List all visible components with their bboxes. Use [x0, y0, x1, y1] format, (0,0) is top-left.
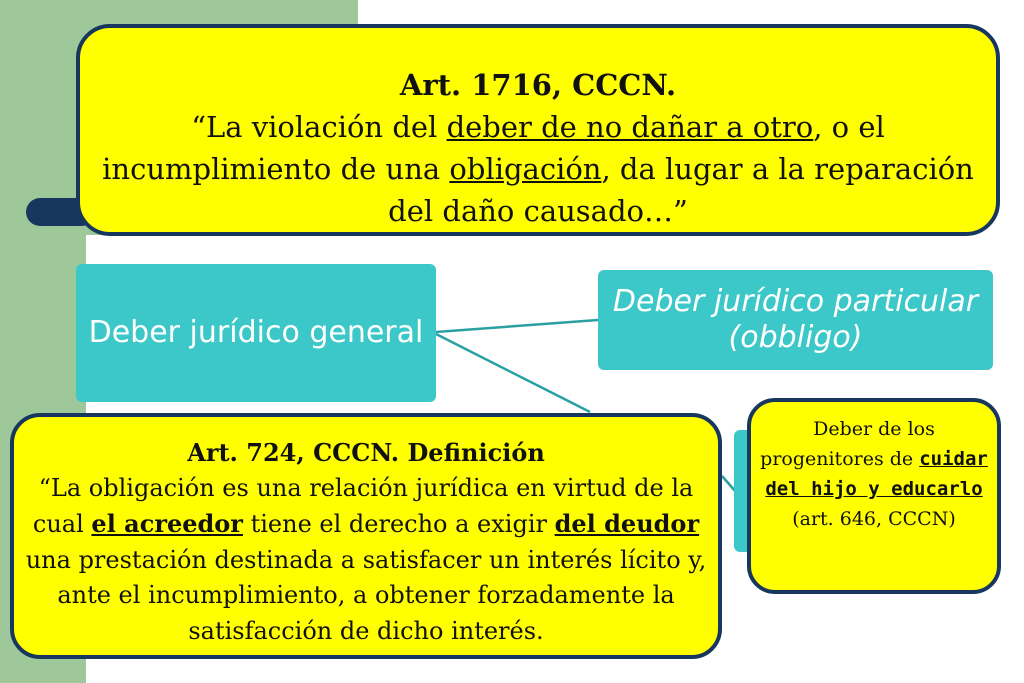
callout-art-1716-text-1: “La violación del — [191, 110, 447, 144]
box-deber-general — [76, 264, 436, 402]
callout-art-724-title: Art. 724, CCCN. Definición — [187, 438, 545, 467]
callout-art-646-text-1: Deber de los progenitores de — [760, 418, 935, 470]
callout-art-724-text-2: tiene el derecho a exigir — [242, 510, 555, 538]
box-deber-particular-label: Deber jurídico particular (obbligo) — [612, 284, 979, 355]
callout-art-1716-text-2: , o el incumplimiento de una — [102, 110, 885, 186]
box-deber-general-label: Deber jurídico general — [88, 315, 424, 350]
callout-art-646-text-2: (art. 646, CCCN) — [792, 508, 956, 530]
callout-art-724-text-1: “La obligación es una relación jurídica en virtud de la cual — [32, 473, 694, 538]
callout-art-1716-underline-1: deber de no dañar a otro — [446, 110, 814, 144]
callout-art-1716-underline-2: obligación — [449, 152, 602, 186]
callout-art-1716 — [76, 24, 1000, 236]
callout-art-646-underline: cuidar del hijo y educarlo — [765, 448, 988, 500]
callout-art-724-underline-2: del deudor — [554, 509, 700, 538]
callout-art-1716-text-3: , da lugar a la reparación del daño causado…” — [388, 152, 974, 228]
connector-general-to-particular — [436, 320, 598, 332]
connector-general-to-example — [436, 334, 590, 412]
callout-art-724-underline-1: el acreedor — [91, 509, 243, 538]
box-deber-particular — [598, 270, 993, 370]
callout-art-1716-title: Art. 1716, CCCN. — [399, 68, 677, 102]
callout-art-646 — [747, 398, 1001, 594]
callout-art-724-text-3: una prestación destinada a satisfacer un interés lícito y, ante el incumplimiento, a obtener forzadamente la satisfacción de dicho interés. — [25, 545, 707, 645]
callout-art-724 — [10, 413, 722, 659]
